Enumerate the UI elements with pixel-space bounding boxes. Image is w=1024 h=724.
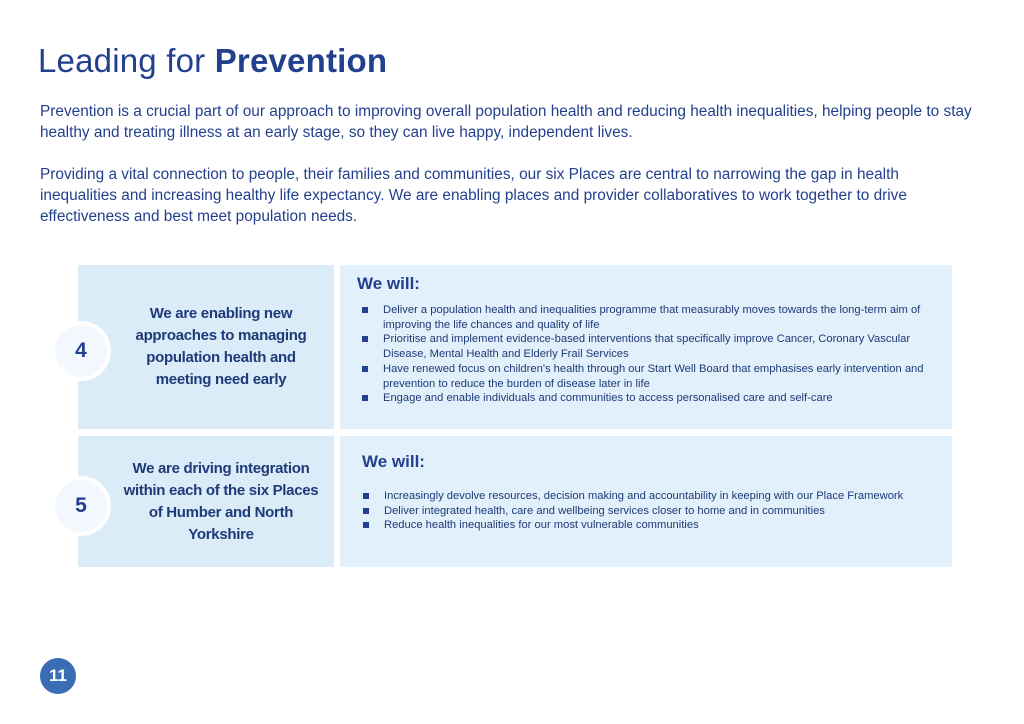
aim-row <box>75 265 952 429</box>
commitments-panel <box>340 265 952 429</box>
list-item: Deliver a population health and inequalities programme that measurably moves towards the long-term aim of improving the life chances and quality of life <box>360 303 942 332</box>
intro-text <box>40 101 980 248</box>
aim-number-badge: 4 <box>51 321 111 381</box>
list-item: Increasingly devolve resources, decision making and accountability in keeping with our Place Framework <box>361 489 942 504</box>
page-title-regular: Leading for <box>38 42 215 79</box>
list-item: Prioritise and implement evidence-based interventions that specifically improve Cancer, Coronary Vascular Disease, Mental Health and Elderly Frail Services <box>360 332 942 361</box>
page-number-badge: 11 <box>40 658 76 694</box>
list-item: Deliver integrated health, care and wellbeing services closer to home and in communities <box>361 504 942 519</box>
intro-paragraph: Prevention is a crucial part of our approach to improving overall population health and reducing health inequalities, helping people to stay healthy and treating illness at an early stage, so they can live happy, independent lives. <box>40 103 972 141</box>
aim-panel <box>78 436 334 567</box>
page-title <box>38 42 387 80</box>
list-item: Reduce health inequalities for our most vulnerable communities <box>361 518 942 533</box>
aim-number-badge: 5 <box>51 476 111 536</box>
aim-panel <box>78 265 334 429</box>
intro-paragraph: Providing a vital connection to people, their families and communities, our six Places are central to narrowing the gap in health inequalities and increasing healthy life expectancy. We are enabling places and provider collaboratives to work together to drive effectiveness and best meet population needs. <box>40 166 907 225</box>
page-title-bold: Prevention <box>214 42 388 79</box>
list-item: Have renewed focus on children's health through our Start Well Board that emphasises early intervention and prevention to reduce the burden of disease later in life <box>360 362 942 391</box>
commitments-heading: We will: <box>362 452 425 471</box>
aim-statement: We are enabling new approaches to managing population health and meeting need early <box>135 305 307 388</box>
aim-row <box>75 436 952 567</box>
aim-statement: We are driving integration within each of the six Places of Humber and North Yorkshire <box>123 459 319 543</box>
list-item: Engage and enable individuals and communities to access personalised care and self-care <box>360 391 942 406</box>
commitments-list <box>360 303 942 406</box>
commitments-heading: We will: <box>357 274 420 293</box>
commitments-list <box>361 489 942 533</box>
commitments-panel <box>340 436 952 567</box>
